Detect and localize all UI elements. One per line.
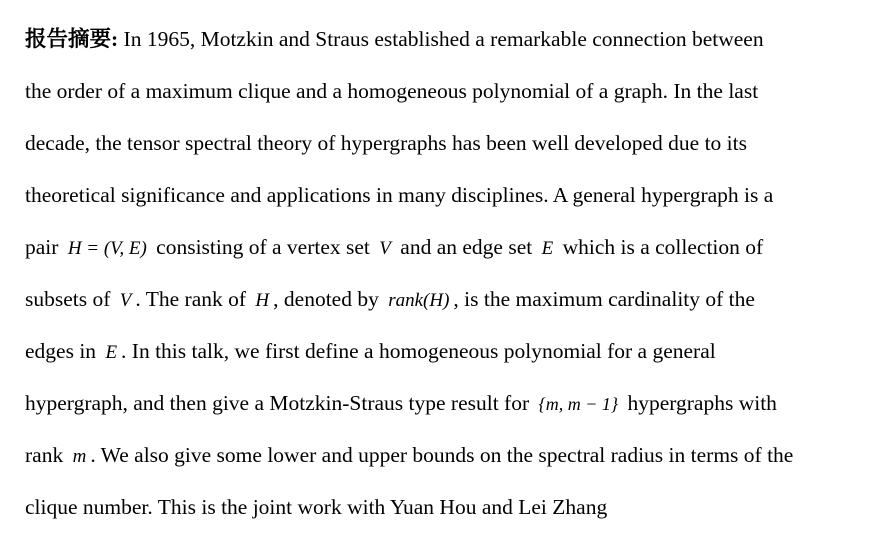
abstract-line-10 [25, 490, 870, 542]
abstract-line-7 [25, 334, 870, 386]
math-edge-sizes: {m, m − 1} [538, 394, 619, 414]
abstract-line-4 [25, 178, 870, 230]
text-segment: , is the maximum cardinality of the [453, 287, 755, 311]
text-segment: theoretical significance and applications in many disciplines. A general hypergraph is a [25, 183, 774, 207]
text-segment: hypergraph, and then give a Motzkin-Straus type result for [25, 391, 535, 415]
math-rank-value: m [72, 446, 87, 467]
text-segment: hypergraphs with [622, 391, 777, 415]
text-segment: the order of a maximum clique and a homogeneous polynomial of a graph. In the last [25, 79, 759, 103]
abstract-label: 报告摘要: [25, 27, 119, 51]
math-vertex-set: V [119, 290, 132, 311]
abstract-line-3 [25, 126, 870, 178]
text-segment: which is a collection of [557, 235, 764, 259]
text-segment: . We also give some lower and upper bounds on the spectral radius in terms of the [90, 443, 794, 467]
text-segment: subsets of [25, 287, 116, 311]
math-edge-set: E [541, 238, 554, 259]
math-hypergraph-definition: H = (V, E) [67, 238, 147, 259]
text-segment: pair [25, 235, 64, 259]
abstract-line-1 [25, 22, 870, 74]
text-segment: In 1965, Motzkin and Straus established a remarkable connection between [118, 27, 764, 51]
abstract-line-8 [25, 386, 870, 438]
text-segment: rank [25, 443, 69, 467]
math-hypergraph: H [255, 290, 270, 311]
text-segment: . The rank of [135, 287, 252, 311]
abstract-line-9 [25, 438, 870, 490]
abstract-line-5 [25, 230, 870, 282]
text-segment: . In this talk, we first define a homogeneous polynomial for a general [121, 339, 716, 363]
text-segment: and an edge set [394, 235, 538, 259]
math-rank: rank(H) [388, 290, 450, 311]
text-segment: consisting of a vertex set [150, 235, 376, 259]
text-segment: decade, the tensor spectral theory of hypergraphs has been well developed due to its [25, 131, 747, 155]
abstract-line-6 [25, 282, 870, 334]
abstract-line-2 [25, 74, 870, 126]
text-segment: , denoted by [273, 287, 385, 311]
math-edge-set: E [105, 342, 118, 363]
text-segment: clique number. This is the joint work with Yuan Hou and Lei Zhang [25, 495, 608, 519]
text-segment: edges in [25, 339, 102, 363]
math-vertex-set: V [379, 238, 391, 259]
